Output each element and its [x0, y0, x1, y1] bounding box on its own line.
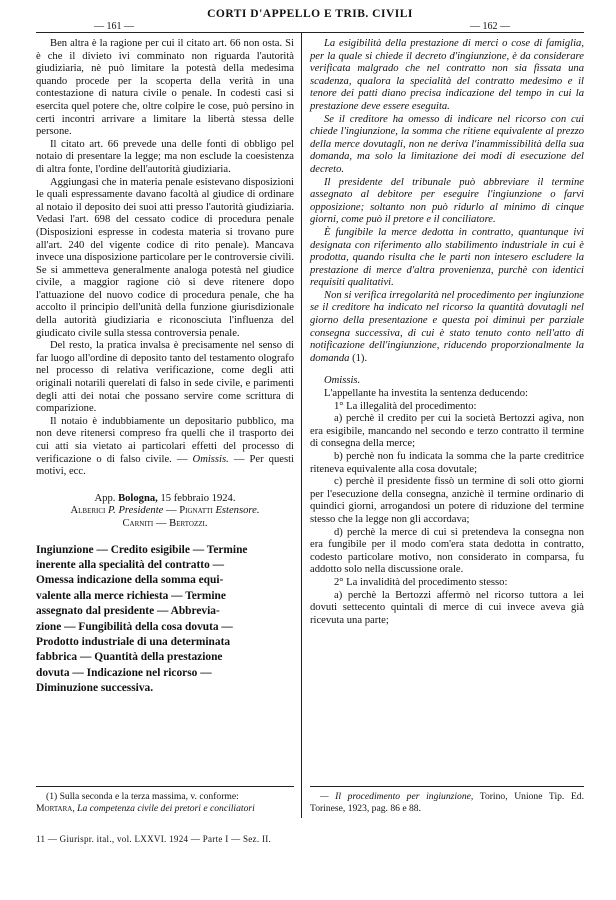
footnote-work: — Il procedimento per ingiunzione,	[320, 791, 474, 802]
headnote-line: inerente alla specialità del contratto —	[36, 558, 225, 571]
maxim: È fungibile la merce dedotta in contratto, quantunque ivi designata con riferimento allo stabilimento industriale in cui è prodotta, quando risulta che le parti non intesero escludere la prestazione di merce d'altra provenienza, purchè con identici requisiti qualitativi.	[310, 226, 584, 289]
maxim: La esigibilità della prestazione di merci o cose di famiglia, per la quale si chiede il decreto d'ingiunzione, è da considerare verificata malgrado che nel contratto non sia fissata una scadenza, qualora la specialità del contratto medesimo e il tenore dei patti diano precisa indicazione del tempo in cui la prestazione deve essere eseguita.	[310, 38, 584, 112]
closing-formula: — Per questi motivi, ecc.	[36, 453, 294, 478]
paragraph: d) perchè la merce di cui si pretendeva la consegna non era fungibile per il modo com'era stata dedotta in contratto, codesto particolare motivo, non considerato in comparsa, fu addotto solo nella discussione orale.	[310, 526, 584, 576]
omissis-section	[310, 375, 584, 627]
column-divider	[301, 32, 302, 818]
headnote-maxims	[310, 38, 584, 365]
headnote-line: Prodotto industriale di una determinata	[36, 636, 231, 648]
headnote-line: assegnato dal presidente — Abbrevia-	[36, 605, 220, 618]
left-column	[36, 38, 294, 697]
right-column	[310, 38, 584, 627]
paragraph: Aggiungasi che in materia penale esistevano disposizioni le quali espressamente davano facoltà al giudice di ordinare al notaio il deposito dei suoi atti presso l'autorità giudiziaria. Vedasi l'art. 698 del cessato codice di procedura penale (Disposizioni espresse in codesta materia si trovano pure all'art. 240 del vigente codice di rito penale). Mancava invece una disposizione particolare per le controversie civili. Se si ammetteva generalmente analoga potestà nel giudice civile, a maggior ragione ciò si deve ritenere dopo l'attuazione del nuovo codice di procedura penale, che ha accolto il principio dell'unità della funzione giurisdizionale della autorità giudiziaria e riconosciuta l'influenza del giudicato civile sulla stessa controversia penale.	[36, 176, 294, 339]
running-header	[36, 8, 584, 32]
page-number-right: — 162 —	[470, 21, 510, 32]
omissis-mark: Omissis.	[324, 375, 361, 387]
headnote-line: Ingiunzione — Credito esigibile — Termine	[36, 543, 248, 556]
footnote-text: (1) Sulla seconda e la terza massima, v. conforme:	[46, 791, 239, 802]
footnote-rule-left	[36, 786, 294, 787]
headnote-line: zione — Fungibilità della cosa dovuta —	[36, 620, 233, 633]
running-title: CORTI D'APPELLO E TRIB. CIVILI	[207, 8, 413, 20]
footnote-reference: (1).	[352, 352, 368, 364]
footnote-right	[310, 791, 584, 814]
maxim: Non si verifica irregolarità nel procedimento per ingiunzione se il creditore ha indicato nel ricorso la quantità dovutagli nel giorno della presentazione e questa poi diminuì per parziale consegna successiva, di cui è stato tenuto conto nell'atto di notificazione dell'ingiunzione, riducendo proporzionalmente la domanda (1).	[310, 289, 584, 364]
court-date-line: App. Bologna, 15 febbraio 1924.	[94, 492, 236, 504]
footnote-author: Mortara,	[36, 802, 75, 814]
paragraph-text: Il notaio è indubbiamente un depositario pubblico, ma non deve ritenersi compreso fra quelli che il trasporto dei cui atti sia vietato ai particolari effetti del processo di verificazione o di falso civile.	[36, 415, 294, 465]
closing-dash: —	[176, 453, 188, 465]
paragraph: b) perchè non fu indicata la somma che la parte creditrice riteneva equivalente alla cosa dovutale;	[310, 451, 584, 475]
paragraph: Il citato art. 66 prevede una delle fonti di obbligo pel notaio di presentare la legge; ma non esclude la coesistenza di altra fonte, l'ordine dell'autorità giudiziaria.	[36, 138, 294, 175]
paragraph: Ben altra è la ragione per cui il citato art. 66 non osta. Si è che il divieto ivi comminato non riguarda l'autorità giudiziaria, nè può limitare la potestà della medesima quando procede per la scoperta della verità in una contestazione di natura civile o penale. In codesti casi si esercita quel potere che, oltre colpire le cose, può persino in certi incontri arrivare a limitare la libertà stessa delle persone.	[36, 38, 294, 138]
paragraph: Del resto, la pratica invalsa è precisamente nel senso di far luogo all'ordine di deposito tanto del testamento olografo nel processo di relativa verificazione, come degli atti originali notarili querelati di falso in sede civile, e parimenti degli atti dei notai che possano servire come scrittura di comparizione.	[36, 340, 294, 415]
footnote-left	[36, 791, 294, 814]
footnote-work: La competenza civile dei pretori e conciliatori	[77, 802, 255, 814]
headnote-keywords	[36, 543, 294, 697]
maxim: Se il creditore ha omesso di indicare nel ricorso con cui chiede l'ingiunzione, la somma che ritiene equivalente al prezzo della merce dovutagli, non ne deriva l'inammissibilità della sua domanda, ma solo la limitazione dei modi di esecuzione del decreto.	[310, 113, 584, 175]
footnote-rule-right	[310, 786, 584, 787]
headnote-line: fabbrica — Quantità della prestazione	[36, 651, 223, 664]
court-parties-line: Carniti — Bertozzi.	[122, 517, 208, 529]
maxim: Il presidente del tribunale può abbreviare il termine assegnato al debitore per eseguire l'ingiunzione o farvi opposizione; soltanto non può ridurlo al minimo di cinque giorni, come può il pretore e il conciliatore.	[310, 176, 584, 226]
footnote-text: Torino, Unione Tip. Ed. Torinese, 1923, pag. 86 e 88.	[310, 791, 584, 814]
paragraph: c) perchè il presidente fissò un termine di soli otto giorni per l'esecuzione della consegna, anzichè il termine ordinario di quindici giorni, arrogandosi un potere di riduzione del termine stesso che la legge non gli accordava;	[310, 476, 584, 525]
court-citation	[36, 493, 294, 531]
paragraph: a) perchè il credito per cui la società Bertozzi agiva, non era esigibile, mancando nel secondo e terzo contratto il termine di consegna della merce;	[310, 413, 584, 450]
omissis-mark: Omissis.	[192, 453, 229, 465]
court-city: Bologna,	[118, 492, 158, 504]
headnote-line: Omessa indicazione della somma equi-	[36, 574, 224, 587]
header-rule	[36, 32, 584, 33]
paragraph: 1° La illegalità del procedimento:	[334, 400, 477, 412]
paragraph: L'appellante ha investita la sentenza deducendo:	[324, 388, 528, 400]
page-number-left: — 161 —	[94, 21, 134, 32]
page-footer: 11 — Giurispr. ital., vol. LXXVI. 1924 — Parte I — Sez. II.	[36, 834, 272, 844]
headnote-line: Diminuzione successiva.	[36, 682, 154, 695]
headnote-line: valente alla merce richiesta — Termine	[36, 589, 226, 602]
headnote-line: dovuta — Indicazione nel ricorso —	[36, 666, 212, 679]
paragraph	[36, 416, 294, 479]
paragraph: a) perchè la Bertozzi affermò nel ricorso tuttora a lei dovuti settecento quintali di merce di cui invece aveva già ricevuta una parte;	[310, 589, 584, 626]
court-judges-line: Alberici P. Presidente — Pignatti Estensore.	[70, 505, 260, 517]
paragraph: 2° La invalidità del procedimento stesso:	[334, 576, 508, 588]
